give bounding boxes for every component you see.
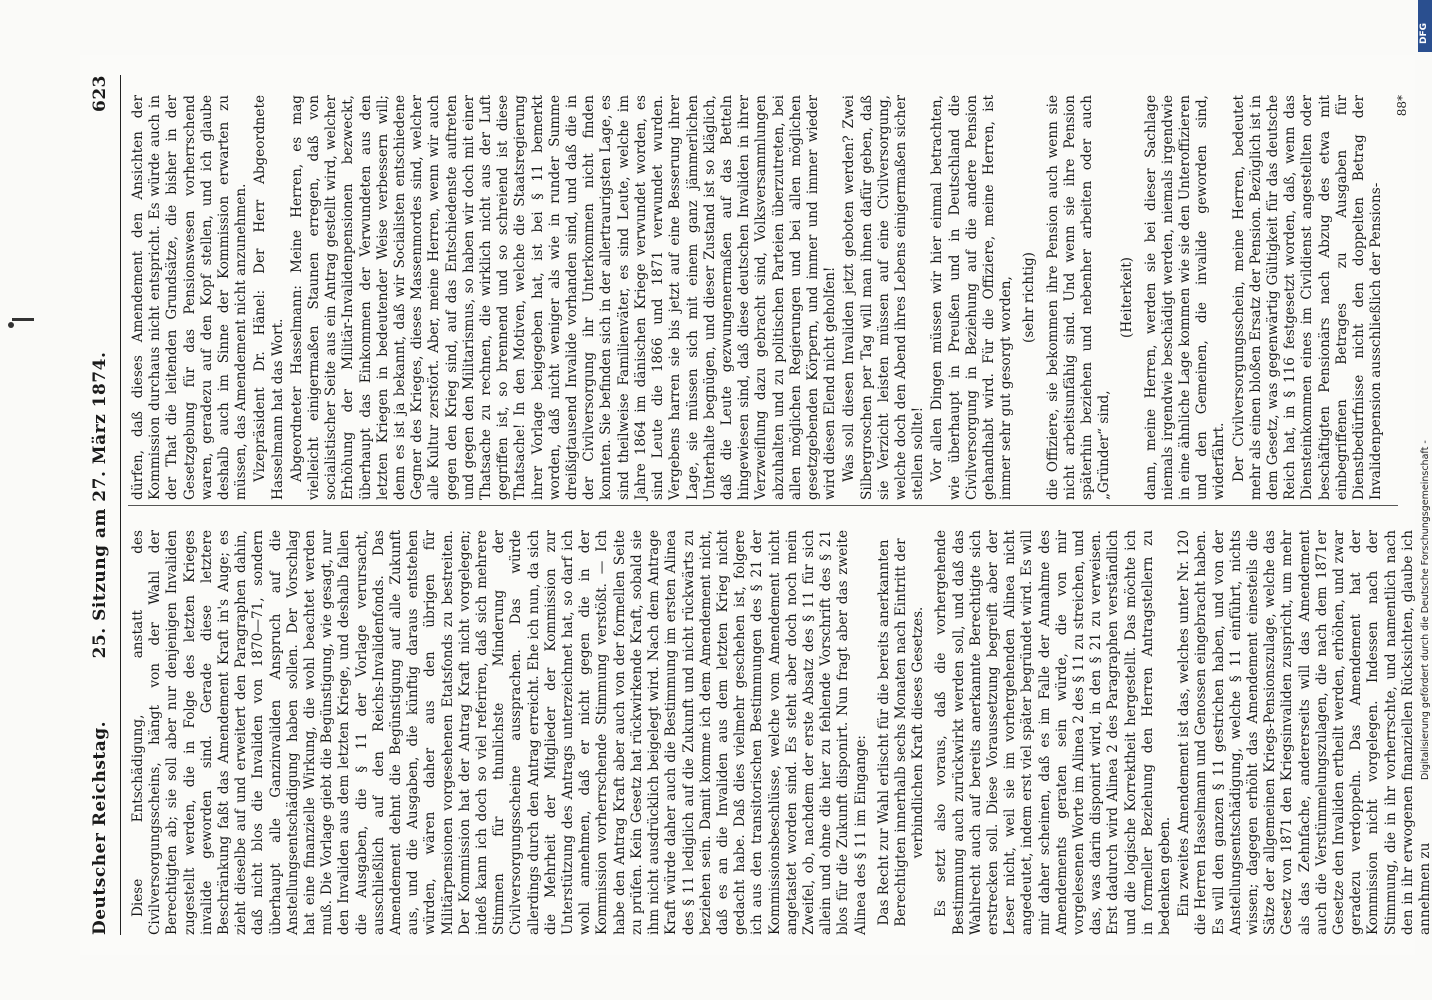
speaker-announcement: Vizepräsident Dr. Hänel: Der Herr Abgeordnete Hasselmann hat das Wort. bbox=[252, 95, 286, 500]
quoted-law-text: Das Recht zur Wahl erlischt für die bereits anerkannten Berechtigten innerhalb sechs Monaten nach Eintritt der verbindlichen Kraft dieses Gesetzes. bbox=[875, 538, 927, 927]
interjection: (sehr richtig) bbox=[1021, 252, 1038, 343]
watermark-text: Digitalisierung gefördert durch die Deutsche Forschungsgemeinschaft - bbox=[1420, 440, 1431, 780]
page-header bbox=[80, 75, 121, 935]
header-session: 25. Sitzung am 27. März 1874. bbox=[90, 351, 110, 659]
header-publication: Deutscher Reichstag. bbox=[90, 720, 110, 935]
interjection: (Heiterkeit) bbox=[1119, 257, 1136, 338]
header-page-number: 623 bbox=[90, 75, 110, 112]
paragraph: Der Civilversorgungsschein, meine Herren, bedeutet mehr als einen bloßen Ersatz der Pension. Bezüglich ist in dem Gesetz, was gegenwärtig Gültigkeit für das deutsche Reich hat, in § 116 festgesetzt worden, daß, wenn das Diensteinkommen eines im Civildienst angestellten oder beschäftigten Pensionärs nach Abzug des etwa mit einbegriffenen Betrages zu Ausgaben für Dienstbedürfnisse nicht den doppelten Betrag der Invalidenpension ausschließlich der Pensions- bbox=[1230, 95, 1385, 500]
scan-speck bbox=[8, 322, 14, 328]
watermark-strip bbox=[1418, 0, 1432, 1000]
paragraph: Vor allen Dingen müssen wir hier einmal betrachten, wie überhaupt in Preußen und in Deutschland die Civilversorgung in Beziehung auf die andere Pension gehandhabt wird. Für die Offiziere, meine Herren, ist immer sehr gut gesorgt worden, bbox=[929, 95, 1015, 500]
paragraph: Abgeordneter Hasselmann: Meine Herren, es mag vielleicht einigermaßen Staunen erregen, daß von socialistischer Seite aus ein Antrag gestellt wird, welcher Erhöhung der Militär-Invalidenpensionen bezweckt, überhaupt das Einkommen der Verwundeten aus den letzten Kriegen in bedeutender Weise verbessern will; denn es ist ja bekannt, daß wir Socialisten entschiedene Gegner des Krieges, dieses Massenmordes sind, welcher alle Kultur zerstört. Aber, meine Herren, wenn wir auch gegen den Krieg sind, auf das Entschiedenste auftreten und gegen den Militarismus, so haben wir doch mit einer Thatsache zu rechnen, die wirklich nicht aus der Luft gegriffen ist, so brennend und so schreiend ist diese Thatsache! In den Motiven, welche die Staatsregierung ihrer Vorlage beigegeben hat, ist bei § 11 bemerkt worden, daß nicht weniger als wie in runder Summe dreißigtausend Invalide vorhanden sind, und daß die in der Civilversorgung ihr Unterkommen nicht finden konnten. Sie befinden sich in der allertraurigsten Lage, es sind theilweise Familienväter, es sind Leute, welche im Jahre 1864 im dänischen Kriege verwundet worden, es sind Leute die 1866 und 1871 verwundet wurden. Vergebens harren sie bis jetzt auf eine Besserung ihrer Lage, sie müssen sich mit einem ganz jämmerlichen Unterhalte begnügen, und dieser Zustand ist so kläglich, daß die Leute gezwungenermaßen auf das Betteln hingewiesen sind, daß diese deutschen Invaliden in ihrer Verzweiflung dazu gebracht sind, Volksversammlungen abzuhalten und zu politischen Parteien überzutreten, bei allen möglichen Regierungen und bei allen möglichen gesetzgebenden Körpern, und immer und immer wieder wird diesen Elend nicht geholfen! bbox=[288, 95, 839, 500]
paragraph: dürfen, daß dieses Amendement den Ansichten der Kommission durchaus nicht entspricht. Es würde auch in der That die leitenden Grundsätze, die bisher in der Gesetzgebung für das Pensionswesen vorherrschend waren, geradezu auf den Kopf stellen, und ich glaube deshalb auch im Sinne der Kommission erwarten zu müssen, das Amendement nicht anzunehmen. bbox=[130, 95, 250, 500]
text-column-right bbox=[130, 95, 1400, 500]
paragraph: Was soll diesen Invaliden jetzt geboten werden? Zwei Silbergroschen per Tag will man ihnen dafür geben, daß sie Verzicht leisten müssen auf eine Civilversorgung, welche doch den Abend ihres Lebens einigermaßen sicher stellen sollte! bbox=[841, 95, 927, 500]
scan-speck bbox=[12, 318, 34, 321]
paragraph: Diese Entschädigung, anstatt des Civilversorgungsscheins, hängt von der Wahl der Berechtigten ab; sie soll aber nur denjenigen Invaliden zugestellt werden, die in Folge des letzten Krieges invalide geworden sind. Gerade diese letztere Beschränkung faßt das Amendement Kraft in's Auge; es zieht dieselbe auf und erweitert den Paragraphen dahin, daß nicht blos die Invaliden von 1870—71, sondern überhaupt alle Ganzinvaliden Anspruch auf die Anstellungsentschädigung haben sollen. Der Vorschlag hat eine finanzielle Wirkung, die wohl beachtet werden muß. Die Vorlage giebt die Begünstigung, wie gesagt, nur den Invaliden aus dem letzten Kriege, und deshalb fallen die Ausgaben, die § 11 der Vorlage verursacht, ausschließlich auf den Reichs-Invalidenfonds. Das Amendement dehnt die Begünstigung auf alle Zukunft aus, und die Ausgaben, die künftig daraus entstehen würden, wären daher aus den übrigen für Militärpensionen vorgesehenen Etatsfonds zu bestreiten. Der Kommission hat der Antrag Kraft nicht vorgelegen; indeß kann ich doch so viel referiren, daß sich mehrere Stimmen für thunlichste Minderung der Civilversorgungsscheine aussprachen. Das würde allerdings durch den Antrag erreicht. Ehe ich nun, da sich die Mehrheit der Mitglieder der Kommission zur Unterstützung des Antrags unterzeichnet hat, so darf ich wohl annehmen, daß er nicht gegen die in der Kommission vorherrschende Stimmung verstößt. — Ich habe den Antrag Kraft aber auch von der formellen Seite zu prüfen. Kein Gesetz hat rückwirkende Kraft, sobald sie ihm nicht ausdrücklich beigelegt wird. Nach dem Antrage Kraft würde daher auch die Bestimmung im ersten Alinea des § 11 lediglich auf die Zukunft und nicht rückwärts zu beziehen sein. Damit komme ich dem Amendement nicht, daß es an die Invaliden aus dem letzten Krieg nicht gedacht habe. Daß dies vielmehr geschehen ist, folgere ich aus den transitorischen Bestimmungen des § 21 der Kommissionsbeschlüsse, welche vom Amendement nicht angetastet worden sind. Es steht aber doch noch mein Zweifel, ob, nachdem der erste Absatz des § 11 für sich allein und ohne die hier zu fehlende Vorschrift des § 21 blos für die Zukunft disponirt. Nun fragt aber das zweite Alinea des § 11 im Eingange: bbox=[130, 530, 869, 935]
paragraph: dann, meine Herren, werden sie bei dieser Sachlage niemals irgendwie beschädigt werden, niemals irgendwie in eine ähnliche Lage kommen wie sie den Unteroffizieren und den Gemeinen, die invalide geworden sind, widerfährt. bbox=[1142, 95, 1228, 500]
paragraph: Ein zweites Amendement ist das, welches unter Nr. 120 die Herren Hasselmann und Genossen eingebracht haben. Es will den ganzen § 11 gestrichen haben, und von der Anstellungsentschädigung, welche § 11 einführt, nichts wissen; dagegen erhöht das Amendement einesteils die Sätze der allgemeinen Kriegs-Pensionszulage, welche das Gesetz von 1871 den Kriegsinvaliden zuspricht, um mehr als das Zehnfache, andererseits will das Amendement auch die Verstümmelungszulagen, die nach dem 1871er Gesetze den Invaliden ertheilt werden, erhöhen, und zwar geradezu verdoppeln. Das Amendement hat der Kommission nicht vorgelegen. Indessen nach der Stimmung, die in ihr vorherrschte, und namentlich nach den in ihr erwogenen finanziellen Rücksichten, glaube ich annehmen zu bbox=[1176, 530, 1434, 935]
paragraph: Es setzt also voraus, daß die vorhergehende Bestimmung auch zurückwirkt werden soll, und daß das Wahlrecht auch auf bereits anerkannte Berechtigte sich erstrecken soll. Diese Voraussetzung begreift aber der Leser nicht, weil sie im vorhergehenden Alinea nicht angedeutet, indem erst viel später begründet wird. Es will mir daher scheinen, daß es im Falle der Annahme des Amendements geraten sein würde, die von mir vorgelesenen Worte im Alinea 2 des § 11 zu streichen, und das, was darin disponirt wird, in den § 21 zu verweisen. Erst dadurch wird Alinea 2 des Paragraphen verständlich und die logische Korrektheit hergestellt. Das möchte ich in formeller Beziehung den Herren Antragstellern zu bedenken geben. bbox=[933, 530, 1173, 935]
column-divider bbox=[128, 505, 1398, 506]
paragraph: die Offiziere, sie bekommen ihre Pension auch wenn sie nicht arbeitsunfähig sind. Und wenn sie ihre Pension späterhin beziehen und nebenher arbeiten oder auch „Gründer“ sind, bbox=[1044, 95, 1113, 500]
dfg-logo: DFG bbox=[1418, 0, 1432, 52]
signature-mark: 88* bbox=[1395, 95, 1409, 117]
